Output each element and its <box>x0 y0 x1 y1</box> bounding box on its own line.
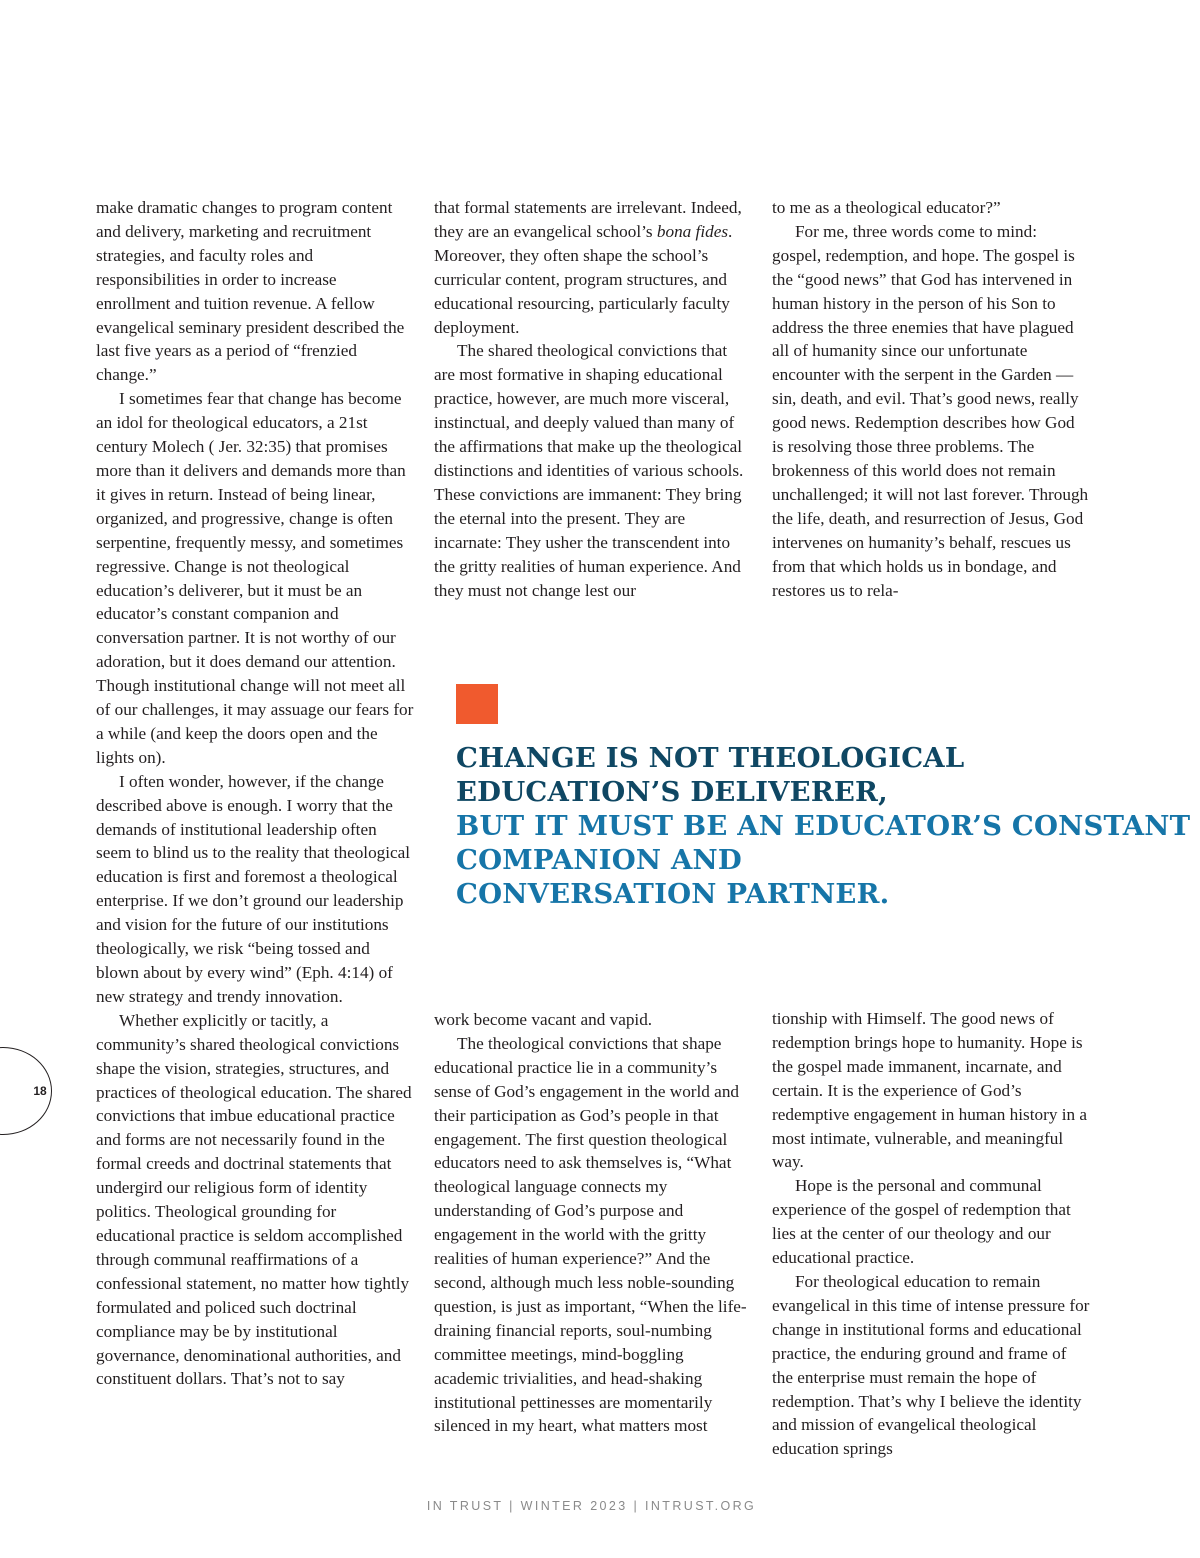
italic-text: bona fides <box>656 221 729 241</box>
pull-quote-line: COMPANION AND <box>456 844 742 876</box>
article-column-2-bottom <box>434 1008 752 1438</box>
paragraph: I often wonder, however, if the change described above is enough. I worry that the demands of institutional leadership often seem to blind us to the reality that theological education is first and foremost a theological enterprise. If we don’t ground our leadership and vision for the future of our institutions theologically, we risk “being tossed and blown about by every wind” (Eph. 4:14) of new strategy and trendy innovation. <box>96 771 411 1006</box>
paragraph: Whether explicitly or tacitly, a community’s shared theological convictions shape the vision, strategies, structures, and practices of theological education. The shared convictions that imbue educational practice and forms are not necessarily found in the formal creeds and doctrinal statements that undergird our religious form of identity politics. Theological grounding for educational practice is seldom accomplished through communal reaffirmations of a confessional statement, no matter how tightly formulated and policed such doctrinal compliance may be by institutional governance, denominational authorities, and constituent dollars. That’s not to say <box>96 1010 412 1389</box>
paragraph: For me, three words come to mind: gospel, redemption, and hope. The gospel is the “good news” that God has intervened in human history in the person of his Son to address the three enemies that have plagued all of humanity since our unfortunate encounter with the serpent in the Garden — sin, death, and evil. That’s good news, really good news. Redemption describes how God is resolving those three problems. The brokenness of this world does not remain unchallenged; it will not last forever. Through the life, death, and resurrection of Jesus, God intervenes on humanity’s behalf, rescues us from that which holds us in bondage, and restores us to rela- <box>772 221 1089 600</box>
paragraph: For theological education to remain evangelical in this time of intense pressure for change in institutional forms and educational practice, the enduring ground and frame of the enterprise must remain the hope of redemption. That’s why I believe the identity and mission of evangelical theological education springs <box>772 1271 1090 1459</box>
paragraph: The shared theological convictions that are most formative in shaping educational practice, however, are much more visceral, instinctual, and deeply valued than many of the affirmations that make up the theological distinctions and identities of various schools. These convictions are immanent: They bring the eternal into the present. They are incarnate: They usher the transcendent into the gritty realities of human experience. And they must not change lest our <box>434 341 744 600</box>
pull-quote-line: EDUCATION’S DELIVERER, <box>456 776 888 808</box>
paragraph: I sometimes fear that change has become an idol for theological educators, a 21st century Molech ( Jer. 32:35) that promises more than it delivers and demands more than it gives in return. Instead of being linear, organized, and progressive, change is often serpentine, frequently messy, and sometimes regressive. Change is not theological education’s deliverer, but it must be an educator’s constant companion and conversation partner. It is not worthy of our adoration, but it does demand our attention. Though institutional change will not meet all of our challenges, it may assuage our fears for a while (and keep the doors open and the lights on). <box>96 389 414 767</box>
text-run: . Moreover, they often shape the school’s curricular content, program structures, and educational resourcing, particularly faculty deployment. <box>434 221 733 337</box>
text-run: that formal statements are irrelevant. Indeed, they are an evangelical school’s <box>434 198 742 241</box>
paragraph: tionship with Himself. The good news of redemption brings hope to humanity. Hope is the gospel made immanent, incarnate, and certain. It is the experience of God’s redemptive engagement in human history in a most intimate, vulnerable, and meaningful way. <box>772 1009 1088 1172</box>
pull-quote-line: CONVERSATION PARTNER. <box>456 878 890 910</box>
pull-quote-line: BUT IT MUST BE AN EDUCATOR’S CONSTANT <box>456 810 1191 842</box>
paragraph: to me as a theological educator?” <box>772 198 1001 217</box>
article-column-3-bottom <box>772 1007 1090 1461</box>
page-footer: IN TRUST | WINTER 2023 | INTRUST.ORG <box>426 1499 757 1513</box>
pull-quote <box>456 741 1191 911</box>
paragraph <box>434 196 752 339</box>
page-number: 18 <box>33 1084 47 1098</box>
paragraph: make dramatic changes to program content and delivery, marketing and recruitment strategies, and faculty roles and responsibilities in order to increase enrollment and tuition revenue. A fellow evangelical seminary president described the last five years as a period of “frenzied change.” <box>96 198 405 385</box>
pull-quote-line: CHANGE IS NOT THEOLOGICAL <box>456 742 965 774</box>
paragraph: Hope is the personal and communal experience of the gospel of redemption that lies at the center of our theology and our educational practice. <box>772 1176 1071 1268</box>
article-column-1 <box>96 196 414 1391</box>
paragraph: work become vacant and vapid. <box>434 1010 653 1029</box>
pull-quote-accent-square <box>456 684 498 724</box>
article-column-3-top <box>772 196 1090 602</box>
paragraph: The theological convictions that shape educational practice lie in a community’s sense of God’s engagement in the world and their participation as God’s people in that engagement. The first question theological educators need to ask themselves is, “What theological language connects my understanding of God’s purpose and engagement in the world with the gritty realities of human experience?” And the second, although much less noble-sounding question, is just as important, “When the life-draining financial reports, soul-numbing committee meetings, mind-boggling academic trivialities, and head-shaking institutional pettinesses are momentarily silenced in my heart, what matters most <box>434 1033 747 1436</box>
article-column-2-top <box>434 196 752 602</box>
